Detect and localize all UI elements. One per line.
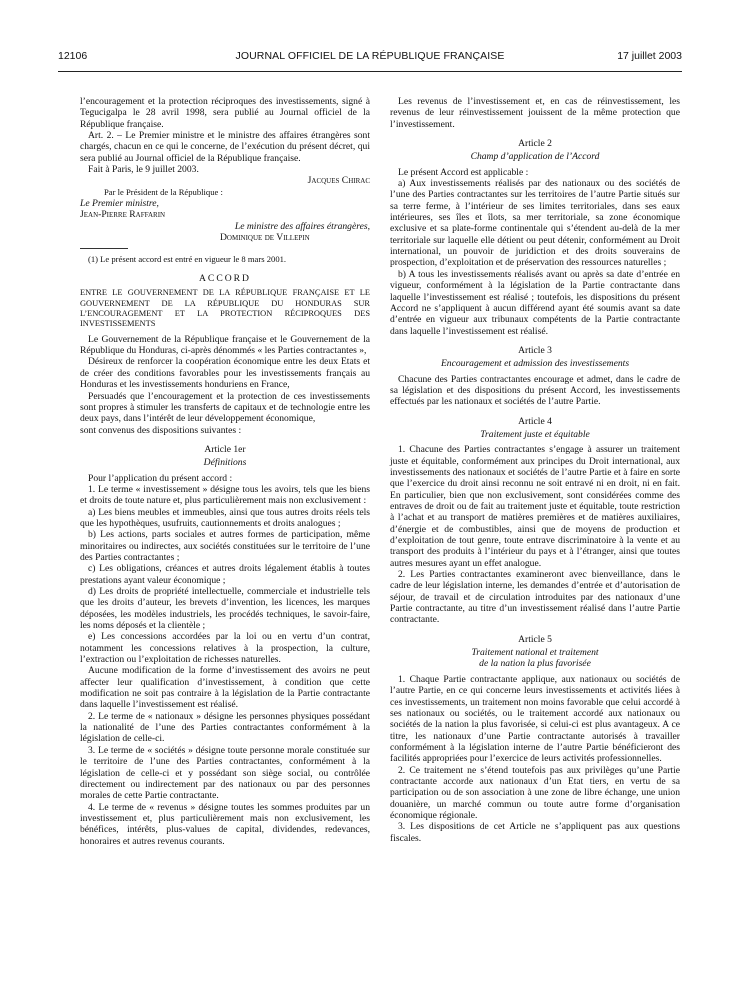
article-paragraph: a) Aux investissements réalisés par des nationaux ou des sociétés de l’une des Parties contractantes sur les territoires de l’autre Partie situés sur sa terre ferme, à l’intérieur de ses limites territoriales, dans ses eaux intérieures, ses îles et îlots, sa mer territoriale, sa zone économique exclusive et sa plate-forme continentale qui s’étendent au-delà de la mer territoriale sur laquelle elle détient ou peut détenir, conformément au Droit international, un pouvoir de juridiction et des droits souverains de prospection, d’exploitation et de préservation des ressources naturelles ; — [390, 178, 680, 269]
article-paragraph: 2. Le terme de « nationaux » désigne les personnes physiques possédant la nationalité de l’une des Parties contractantes conformément à la législation de celle-ci. — [80, 710, 370, 745]
accord-heading: ENTRE LE GOUVERNEMENT DE LA RÉPUBLIQUE FRANÇAISE ET LE GOUVERNEMENT DE LA RÉPUBLIQUE DU HONDURAS SUR L’ENCOURAGEMENT ET LA PROTECTION RÉCIPROQUES DES INVESTISSEMENTS — [80, 288, 370, 329]
article-4-subtitle: Traitement juste et équitable — [480, 428, 590, 440]
paragraph: Les revenus de l’investissement et, en cas de réinvestissement, les revenus de leur réinvestissement jouissent de la même protection que l’investissement. — [390, 96, 680, 130]
article-5-subtitle: de la nation la plus favorisée — [479, 658, 591, 670]
signatory-president: Jacques Chirac — [307, 175, 370, 187]
journal-title: JOURNAL OFFICIEL DE LA RÉPUBLIQUE FRANÇAISE — [235, 50, 505, 62]
paragraph-art2: Art. 2. – Le Premier ministre et le ministre des affaires étrangères sont chargés, chacun en ce qui le concerne, de l’exécution du présent décret, qui sera publié au Journal officiel de la République française. — [80, 130, 370, 164]
page-header — [58, 50, 682, 66]
article-1-heading: Article 1er — [204, 443, 246, 455]
paragraph: l’encouragement et la protection réciproques des investissements, signé à Tegucigalpa le 28 avril 1998, sera publié au Journal officiel de la République française. — [80, 96, 370, 130]
article-3-heading: Article 3 — [518, 344, 552, 356]
footnote: (1) Le présent accord est entré en vigueur le 8 mars 2001. — [88, 254, 287, 265]
signature-role: Le Premier ministre, — [80, 198, 159, 210]
signatory-prime-minister: Jean-Pierre Raffarin — [80, 209, 166, 221]
article-paragraph: c) Les obligations, créances et autres droits légalement établis à toutes prestations ayant valeur économique ; — [80, 563, 370, 586]
article-paragraph: 3. Le terme de « sociétés » désigne toute personne morale constituée sur le territoire de l’une des Parties contractantes, conformément à la législation de celle-ci et y possédant son siège social, ou contrôlée directement ou indirectement par des nationaux ou par des personnes morales de cette Partie contractante. — [80, 744, 370, 802]
article-paragraph: 1. Le terme « investissement » désigne tous les avoirs, tels que les biens et droits de toute nature et, plus particulièrement mais non exclusivement : — [80, 483, 370, 507]
article-paragraph: 1. Chaque Partie contractante applique, aux nationaux ou sociétés de l’autre Partie, en ce qui concerne leurs investissements et activités liées à ces investissements, un traitement non moins favorable que celui accordé à ses nationaux ou sociétés, ou le traitement accordé aux nationaux ou sociétés de la nation la plus favorisée, si celui-ci est plus avantageux. A ce titre, les nationaux d’une Partie contractante autorisés à travailler conformément à la législation interne de l’autre Partie bénéficieront des facilités appropriées pour l’exercice de leurs activités professionnelles. — [390, 673, 680, 765]
left-column — [80, 96, 370, 847]
header-rule — [58, 71, 682, 72]
right-column — [390, 96, 680, 844]
article-paragraph: 4. Le terme de « revenus » désigne toutes les sommes produites par un investissement et, plus particulièrement mais non exclusivement, les bénéfices, intérêts, plus-values de capital, dividendes, redevances, honoraires et autres revenus courants. — [80, 801, 370, 847]
article-2-subtitle: Champ d’application de l’Accord — [470, 151, 600, 163]
page-number: 12106 — [58, 50, 88, 62]
preamble-paragraph: Désireux de renforcer la coopération économique entre les deux Etats et de créer des conditions favorables pour les investissements français au Honduras et les investissements honduriens en France, — [80, 356, 370, 391]
article-paragraph: Le présent Accord est applicable : — [398, 166, 529, 178]
article-paragraph: Aucune modification de la forme d’investissement des avoirs ne peut affecter leur qualification d’investissement, à condition que cette modification ne soit pas contraire à la législation de la Partie contractante dans laquelle l’investissement est réalisé. — [80, 665, 370, 711]
article-5-heading: Article 5 — [518, 633, 552, 645]
article-paragraph: Chacune des Parties contractantes encourage et admet, dans le cadre de sa législation et des dispositions du présent Accord, les investissements effectués par les nationaux et sociétés de l’autre Partie. — [390, 373, 680, 408]
signatory-foreign-minister: Dominique de Villepin — [220, 232, 310, 244]
preamble-paragraph: Persuadés que l’encouragement et la protection de ces investissements sont propres à stimuler les transferts de capitaux et de technologie entre les deux pays, dans l’intérêt de leur développement économique, — [80, 390, 370, 425]
article-paragraph: Pour l’application du présent accord : — [88, 472, 233, 484]
article-paragraph: 3. Les dispositions de cet Article ne s’appliquent pas aux questions fiscales. — [390, 821, 680, 844]
signature-role: Le ministre des affaires étrangères, — [234, 220, 370, 232]
signature-caption: Par le Président de la République : — [104, 186, 223, 197]
article-4-heading: Article 4 — [518, 415, 552, 427]
footnote-separator — [80, 248, 128, 249]
accord-title: ACCORD — [199, 272, 251, 284]
article-paragraph: a) Les biens meubles et immeubles, ainsi que tous autres droits réels tels que les hypothèques, usufruits, cautionnements et droits analogues ; — [80, 506, 370, 529]
article-paragraph: e) Les concessions accordées par la loi ou en vertu d’un contrat, notamment les concessions relatives à la prospection, la culture, l’extraction ou l’exploitation de richesses naturelles. — [80, 631, 370, 666]
preamble-paragraph: Le Gouvernement de la République française et le Gouvernement de la République du Honduras, ci-après dénommés « les Parties contractantes », — [80, 333, 370, 357]
article-1-subtitle: Définitions — [203, 457, 247, 469]
article-paragraph: d) Les droits de propriété intellectuelle, commerciale et industrielle tels que les droits d’auteur, les brevets d’invention, les licences, les marques déposées, les modèles industriels, les procédés techniques, le savoir-faire, les noms déposés et la clientèle ; — [80, 586, 370, 632]
article-5-subtitle: Traitement national et traitement — [471, 647, 599, 659]
article-paragraph: b) A tous les investissements réalisés avant ou après sa date d’entrée en vigueur, conformément à la législation de la Partie contractante dans laquelle l’investissement est réalisé ; toutefois, les dispositions du présent Accord ne s’appliquent à aucun différend ayant été soumis avant sa date d’entrée en vigueur aux tribunaux compétents de la Partie contractante dans laquelle l’investissement est réalisé. — [390, 268, 680, 337]
article-3-subtitle: Encouragement et admission des investissements — [440, 358, 630, 370]
article-paragraph: 2. Ce traitement ne s’étend toutefois pas aux privilèges qu’une Partie contractante accorde aux nationaux d’un Etat tiers, en vertu de sa participation ou de son association à une zone de libre échange, une union douanière, un marché commun ou toute autre forme d’organisation économique régionale. — [390, 764, 680, 821]
preamble-paragraph: sont convenus des dispositions suivantes : — [80, 424, 242, 436]
article-2-heading: Article 2 — [518, 138, 552, 150]
article-paragraph: b) Les actions, parts sociales et autres formes de participation, même minoritaires ou indirectes, aux sociétés constituées sur le territoire de l’une des Parties contractantes ; — [80, 529, 370, 563]
issue-date: 17 juillet 2003 — [617, 50, 682, 62]
signature-place-date: Fait à Paris, le 9 juillet 2003. — [88, 164, 199, 176]
article-paragraph: 1. Chacune des Parties contractantes s’engage à assurer un traitement juste et équitable, conformément aux principes du Droit international, aux investissements des nationaux et sociétés de l’autre Partie et à faire en sorte que l’exercice du droit ainsi reconnu ne soit entravé ni en droit, ni en fait. En particulier, bien que non exclusivement, sont considérées comme des entraves de droit ou de fait au traitement juste et équitable, toute restriction à l’achat et au transport de matières premières et de matières auxiliaires, d’énergie et de combustibles, ainsi que de moyens de production et d’exploitation de tout genre, toute entrave discriminatoire à la vente et au transport des produits à l’intérieur du pays et à l’étranger, ainsi que toutes autres mesures ayant un effet analogue. — [390, 444, 680, 569]
article-paragraph: 2. Les Parties contractantes examineront avec bienveillance, dans le cadre de leur législation interne, les demandes d’entrée et d’autorisation de séjour, de travail et de circulation introduites par des nationaux d’une Partie contractante, au titre d’un investissement réalisé dans l’autre Partie contractante. — [390, 569, 680, 626]
